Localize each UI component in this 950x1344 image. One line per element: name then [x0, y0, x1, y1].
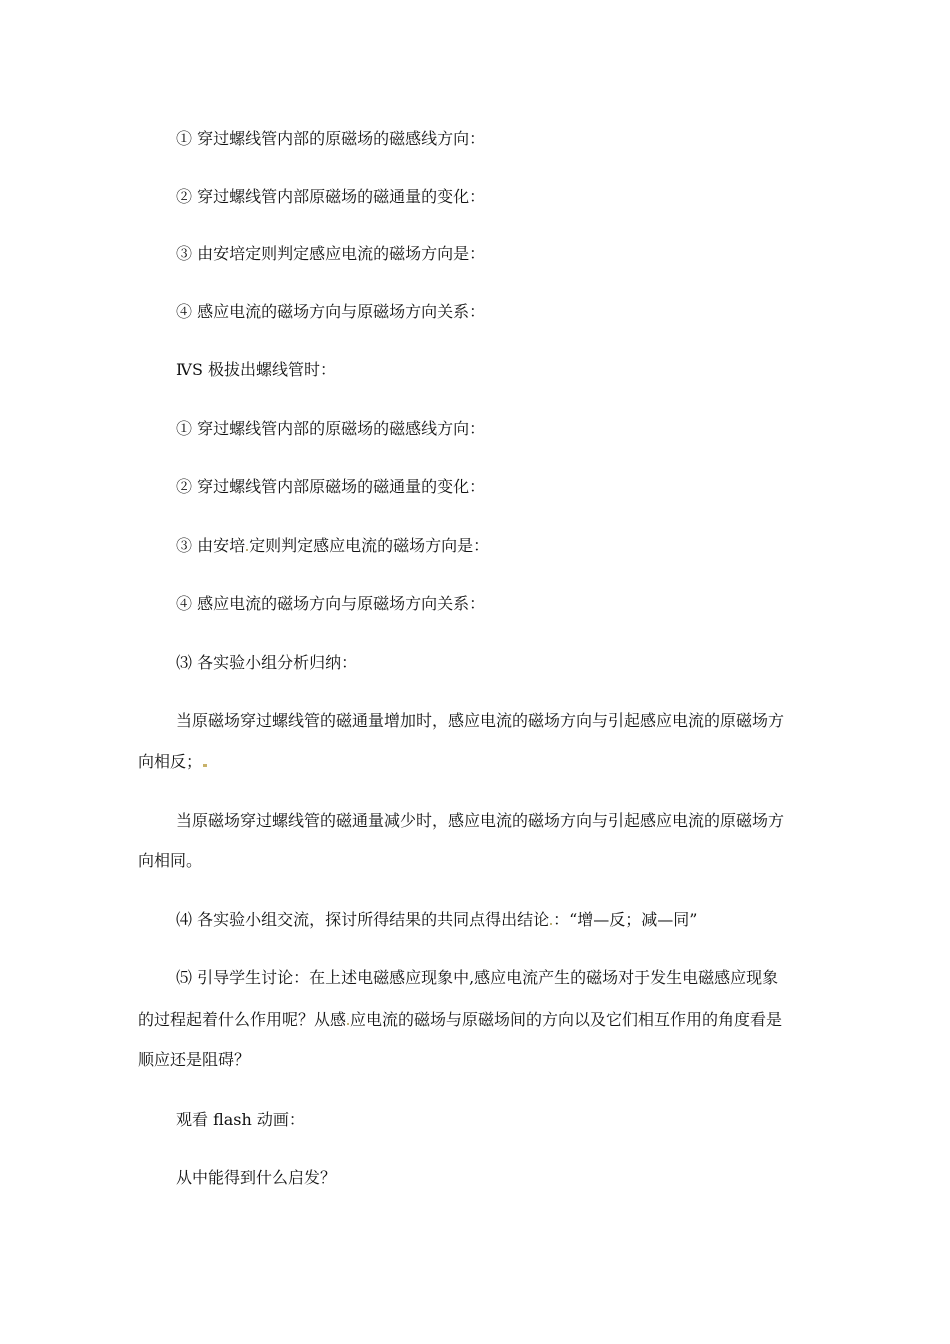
- step-2-flux-change: ② 穿过螺线管内部原磁场的磁通量的变化：: [176, 477, 486, 496]
- stray-mark: [203, 764, 207, 767]
- text-segment: 应电流的磁场与原磁场间的方向以及它们相互作用的角度看是: [350, 1010, 783, 1029]
- paragraph-increase-line-1: 当原磁场穿过螺线管的磁通量增加时，感应电流的磁场方向与引起感应电流的原磁场方: [176, 711, 785, 730]
- section-5-discussion-line-3: 顺应还是阻碍？: [138, 1050, 251, 1069]
- section-3-heading: ⑶ 各实验小组分析归纳：: [176, 653, 358, 672]
- case-heading-s-pole-out: ⅣS 极拔出螺线管时：: [176, 360, 337, 379]
- step-3-induced-field-direction: [176, 535, 489, 557]
- step-4-field-relation: ④ 感应电流的磁场方向与原磁场方向关系：: [176, 594, 486, 613]
- section-5-discussion-line-1: ⑸ 引导学生讨论：在上述电磁感应现象中,感应电流产生的磁场对于发生电磁感应现象: [176, 968, 779, 987]
- paragraph-decrease-line-1: 当原磁场穿过螺线管的磁通量减少时，感应电流的磁场方向与引起感应电流的原磁场方: [176, 811, 785, 830]
- stray-mark: [246, 549, 248, 551]
- text-segment: ⑷ 各实验小组交流，探讨所得结果的共同点得出结论: [176, 910, 550, 929]
- section-5-discussion-line-2: [138, 1009, 782, 1031]
- step-2-flux-change: ② 穿过螺线管内部原磁场的磁通量的变化：: [176, 187, 486, 206]
- stray-mark: [347, 1023, 349, 1025]
- step-1-flux-direction: ① 穿过螺线管内部的原磁场的磁感线方向：: [176, 419, 486, 438]
- text-segment: 定则判定感应电流的磁场方向是：: [249, 536, 490, 555]
- text-segment: ：“增—反；减—同”: [553, 910, 698, 929]
- text-segment: 向相反；: [138, 752, 203, 771]
- watch-flash-line: 观看 flash 动画：: [176, 1110, 305, 1129]
- step-3-induced-field-direction: ③ 由安培定则判定感应电流的磁场方向是：: [176, 244, 486, 263]
- inspiration-question: 从中能得到什么启发？: [176, 1168, 337, 1187]
- section-4-conclusion: [176, 909, 697, 931]
- stray-mark: [550, 923, 552, 925]
- paragraph-increase-line-2: [138, 751, 208, 773]
- paragraph-decrease-line-2: 向相同。: [138, 851, 203, 870]
- step-1-flux-direction: ① 穿过螺线管内部的原磁场的磁感线方向：: [176, 129, 486, 148]
- text-segment: ③ 由安培: [176, 536, 246, 555]
- step-4-field-relation: ④ 感应电流的磁场方向与原磁场方向关系：: [176, 302, 486, 321]
- text-segment: 的过程起着什么作用呢？从感: [138, 1010, 347, 1029]
